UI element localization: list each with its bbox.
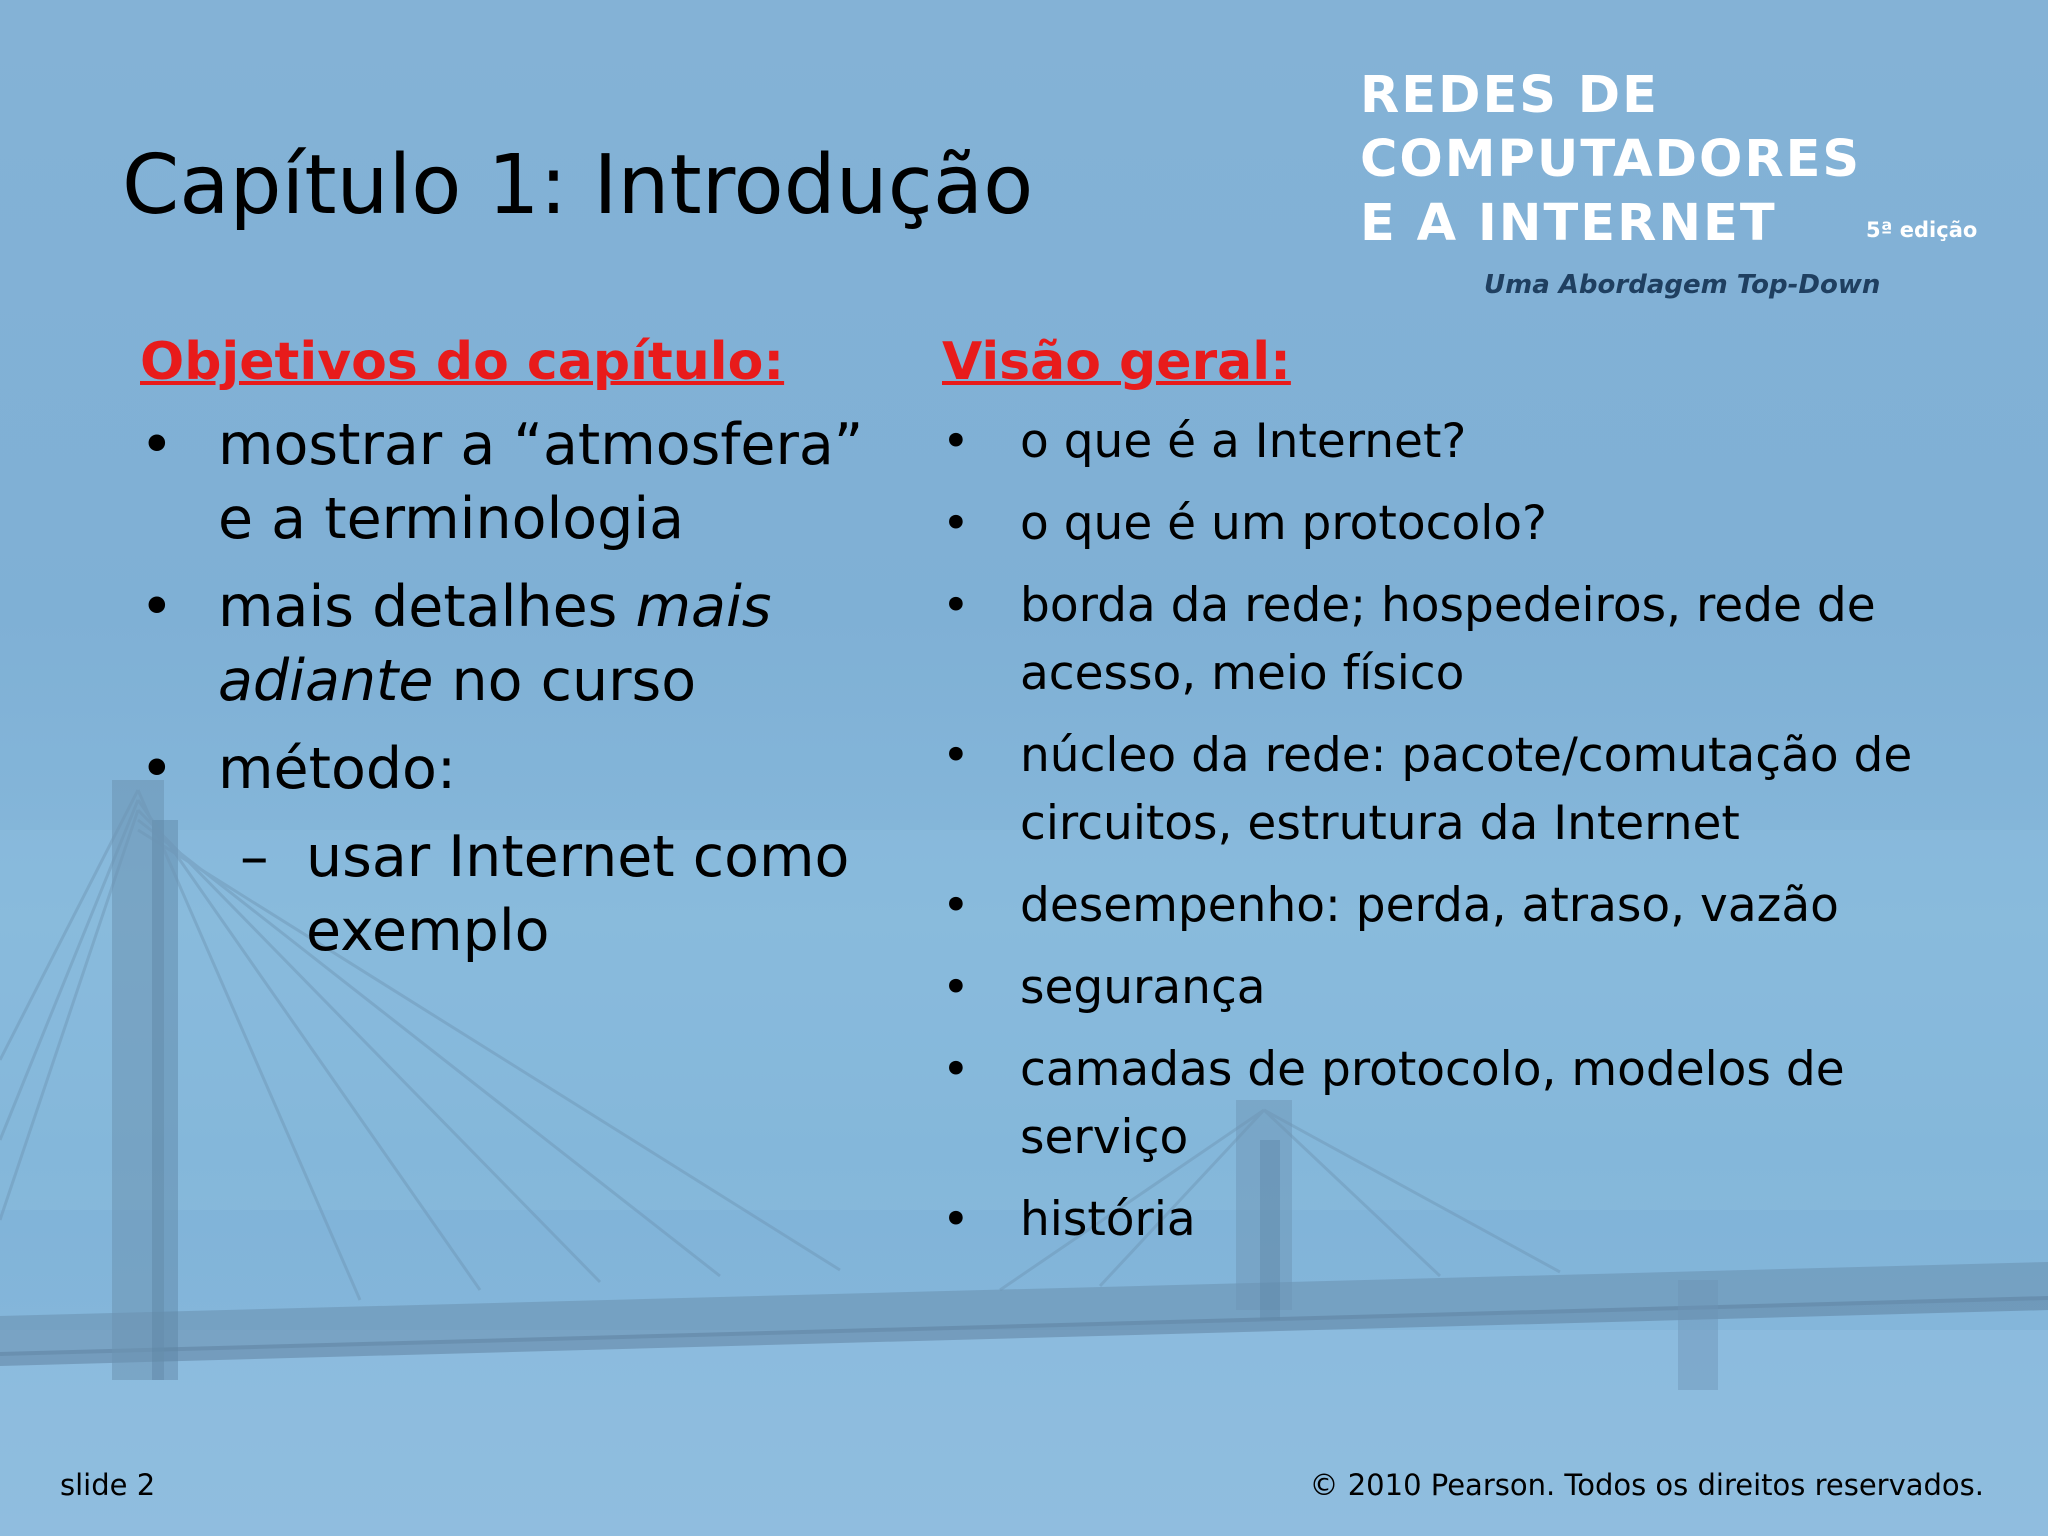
bullet-icon: • [942,960,970,1015]
subitem-text: usar Internet como exemplo [306,824,850,964]
overview-list [942,408,2022,1254]
bullet-icon: • [942,578,970,633]
bullet-icon: • [942,1192,970,1247]
objective-item [140,408,910,556]
bullet-icon: • [140,412,174,478]
dash-bullet-icon: – [240,824,269,890]
bullet-icon: • [942,878,970,933]
book-brand-logo [1360,64,2000,300]
bullet-icon: • [942,496,970,551]
overview-text: o que é a Internet? [1020,414,1467,469]
objective-subitem [140,820,910,968]
overview-item [942,408,2022,476]
overview-column [942,322,2022,1268]
bullet-icon: • [140,574,174,640]
overview-item [942,872,2022,940]
overview-text: camadas de protocolo, modelos de serviço [1020,1042,1845,1165]
overview-item [942,1186,2022,1254]
brand-line-2: COMPUTADORES [1360,130,1862,189]
brand-line-1: REDES DE [1360,66,1659,125]
objective-emphasis: mais adiante [218,574,772,714]
overview-item [942,572,2022,708]
objective-item [140,570,910,718]
bullet-icon: • [942,1042,970,1097]
slide-title: Capítulo 1: Introdução [122,138,1034,233]
objective-text: método: [218,736,457,802]
overview-item [942,490,2022,558]
objective-text-part: no curso [433,648,697,714]
overview-text: segurança [1020,960,1266,1015]
objectives-column [140,322,910,968]
bullet-icon: • [942,414,970,469]
overview-text: história [1020,1192,1196,1247]
objective-item [140,732,910,806]
overview-text: borda da rede; hospedeiros, rede de acesso, meio físico [1020,578,1876,701]
bullet-icon: • [942,728,970,783]
slide-number: slide 2 [60,1468,156,1502]
overview-heading: Visão geral: [942,332,1291,392]
overview-text: o que é um protocolo? [1020,496,1547,551]
brand-subtitle: Uma Abordagem Top-Down [1484,270,1881,300]
overview-item [942,954,2022,1022]
brand-edition: 5ª edição [1866,218,1978,242]
overview-text: núcleo da rede: pacote/comutação de circuitos, estrutura da Internet [1020,728,1913,851]
bullet-icon: • [140,736,174,802]
copyright-notice: © 2010 Pearson. Todos os direitos reservados. [1309,1468,1984,1502]
overview-text: desempenho: perda, atraso, vazão [1020,878,1839,933]
objectives-list [140,408,910,806]
overview-item [942,722,2022,858]
overview-item [942,1036,2022,1172]
objective-text [218,574,771,714]
objective-text-part: mais detalhes [218,574,636,640]
objective-text: mostrar a “atmosfera” e a terminologia [218,412,864,552]
brand-line-3: E A INTERNET [1360,194,1777,253]
objectives-heading: Objetivos do capítulo: [140,332,785,392]
